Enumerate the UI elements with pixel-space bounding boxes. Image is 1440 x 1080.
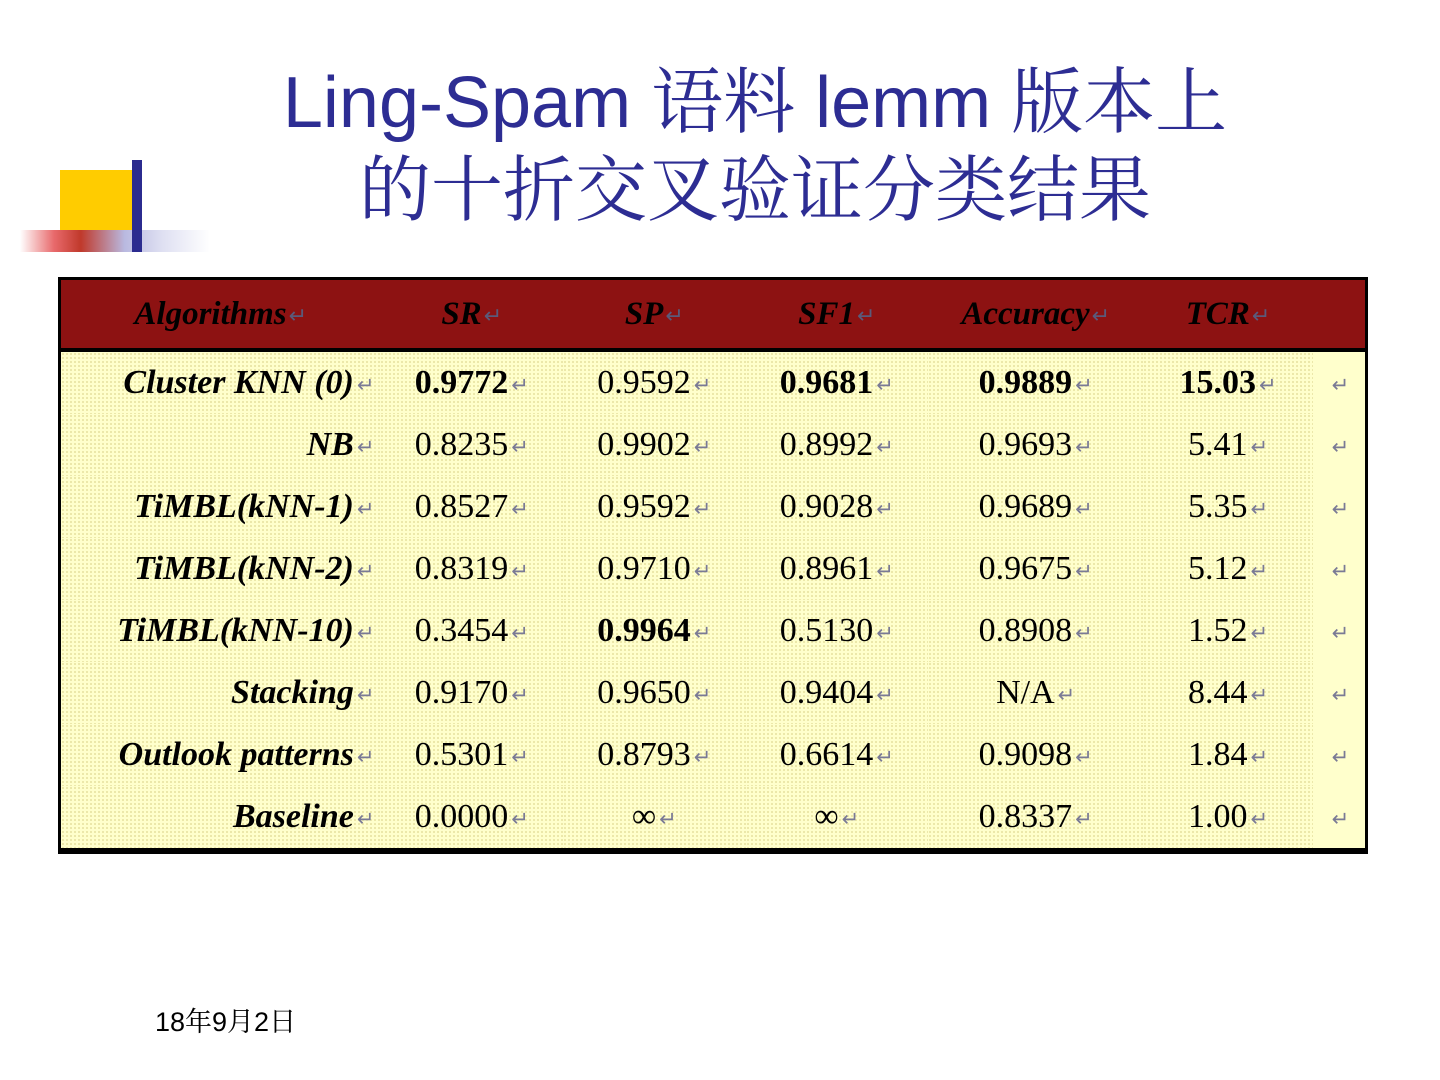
paragraph-mark-icon: ↵ — [876, 496, 894, 521]
paragraph-mark-icon: ↵ — [1075, 558, 1093, 583]
cell-sp — [563, 350, 746, 414]
paragraph-mark-icon: ↵ — [693, 496, 712, 521]
paragraph-mark-icon: ↵ — [356, 496, 375, 521]
cell-accuracy-text: N/A — [996, 674, 1055, 711]
cell-algorithm-text: NB — [306, 426, 354, 463]
cell-accuracy — [928, 350, 1143, 414]
paragraph-mark-icon: ↵ — [511, 682, 529, 707]
column-header-sp: SP↵ — [563, 280, 746, 350]
column-header-trailing — [1313, 280, 1365, 350]
cell-algorithm — [61, 538, 380, 600]
paragraph-mark-icon: ↵ — [511, 806, 529, 831]
cell-sr — [380, 538, 563, 600]
page-title-line-1: Ling-Spam 语料 lemm 版本上 — [282, 63, 1228, 143]
cell-accuracy-text: 0.9098 — [978, 736, 1073, 773]
paragraph-mark-icon: ↵ — [1331, 558, 1350, 583]
cell-algorithm-text: Stacking — [231, 674, 354, 711]
cell-sp — [563, 600, 746, 662]
cell-tcr-text: 1.00 — [1187, 798, 1248, 835]
cell-tcr-text: 15.03 — [1179, 364, 1256, 401]
table-row — [61, 724, 1365, 786]
paragraph-mark-icon: ↵ — [693, 744, 712, 769]
paragraph-mark-icon: ↵ — [356, 372, 375, 397]
cell-tcr — [1143, 786, 1313, 850]
cell-sr — [380, 600, 563, 662]
paragraph-mark-icon: ↵ — [876, 434, 894, 459]
cell-trailing-mark — [1313, 476, 1365, 538]
cell-sf1 — [746, 538, 929, 600]
cell-sr — [380, 786, 563, 850]
paragraph-mark-icon: ↵ — [876, 744, 894, 769]
cell-accuracy — [928, 600, 1143, 662]
cell-sf1 — [746, 662, 929, 724]
paragraph-mark-icon: ↵ — [659, 806, 677, 831]
cell-sp-text: 0.9592 — [597, 364, 691, 401]
paragraph-mark-icon: ↵ — [356, 434, 375, 459]
cell-tcr — [1143, 662, 1313, 724]
paragraph-mark-icon: ↵ — [876, 372, 894, 397]
paragraph-mark-icon: ↵ — [1250, 744, 1269, 769]
table-header-row — [61, 280, 1365, 350]
paragraph-mark-icon: ↵ — [511, 744, 529, 769]
paragraph-mark-icon: ↵ — [1331, 806, 1350, 831]
column-header-accuracy: Accuracy↵ — [928, 280, 1143, 350]
cell-sr-text: 0.0000 — [414, 798, 509, 835]
cell-algorithm — [61, 724, 380, 786]
cell-tcr-text: 5.12 — [1187, 550, 1248, 587]
paragraph-mark-icon: ↵ — [1250, 806, 1269, 831]
table-row — [61, 600, 1365, 662]
cell-tcr — [1143, 414, 1313, 476]
paragraph-mark-icon: ↵ — [511, 558, 529, 583]
cell-sp-text: ∞ — [631, 798, 657, 835]
cell-trailing-mark — [1313, 414, 1365, 476]
cell-sp — [563, 414, 746, 476]
cell-accuracy-text: 0.9675 — [978, 550, 1073, 587]
paragraph-mark-icon: ↵ — [1075, 744, 1093, 769]
cell-accuracy — [928, 724, 1143, 786]
cell-trailing-mark — [1313, 600, 1365, 662]
cell-tcr — [1143, 538, 1313, 600]
cell-sp — [563, 662, 746, 724]
column-header-sf1: SF1↵ — [746, 280, 929, 350]
table-row — [61, 786, 1365, 850]
column-header-sr: SR↵ — [380, 280, 563, 350]
paragraph-mark-icon: ↵ — [1075, 806, 1093, 831]
cell-trailing-mark — [1313, 786, 1365, 850]
cell-algorithm-text: Baseline — [232, 798, 354, 835]
cell-accuracy-text: 0.8337 — [978, 798, 1073, 835]
cell-algorithm-text: Cluster KNN (0) — [123, 364, 354, 401]
paragraph-mark-icon: ↵ — [1250, 496, 1269, 521]
cell-sf1 — [746, 414, 929, 476]
cell-tcr — [1143, 600, 1313, 662]
paragraph-mark-icon: ↵ — [483, 302, 503, 328]
table-row — [61, 538, 1365, 600]
cell-sf1 — [746, 476, 929, 538]
paragraph-mark-icon: ↵ — [693, 620, 712, 645]
footer-date: 18年9月2日 — [155, 1007, 297, 1037]
cell-accuracy-text: 0.9693 — [978, 426, 1073, 463]
paragraph-mark-icon: ↵ — [356, 682, 375, 707]
paragraph-mark-icon: ↵ — [511, 496, 529, 521]
results-table-body — [61, 350, 1365, 850]
table-row — [61, 350, 1365, 414]
paragraph-mark-icon: ↵ — [1250, 620, 1269, 645]
cell-sf1-text: ∞ — [814, 798, 839, 835]
paragraph-mark-icon: ↵ — [1258, 372, 1277, 397]
cell-tcr-text: 5.35 — [1187, 488, 1248, 525]
cell-sr-text: 0.5301 — [414, 736, 509, 773]
cell-sr-text: 0.3454 — [414, 612, 509, 649]
cell-algorithm — [61, 414, 380, 476]
paragraph-mark-icon: ↵ — [356, 558, 375, 583]
cell-trailing-mark — [1313, 724, 1365, 786]
cell-sr — [380, 350, 563, 414]
cell-tcr — [1143, 476, 1313, 538]
paragraph-mark-icon: ↵ — [1075, 496, 1093, 521]
results-table-header — [61, 280, 1365, 350]
cell-sf1-text: 0.5130 — [779, 612, 874, 649]
paragraph-mark-icon: ↵ — [511, 620, 529, 645]
paragraph-mark-icon: ↵ — [1250, 682, 1269, 707]
cell-sp — [563, 786, 746, 850]
cell-trailing-mark — [1313, 538, 1365, 600]
cell-trailing-mark — [1313, 350, 1365, 414]
cell-sp-text: 0.9710 — [597, 550, 691, 587]
cell-sr — [380, 414, 563, 476]
cell-sr-text: 0.9772 — [414, 364, 509, 401]
cell-sf1-text: 0.6614 — [779, 736, 874, 773]
cell-sr-text: 0.9170 — [414, 674, 509, 711]
paragraph-mark-icon: ↵ — [1251, 302, 1271, 328]
cell-accuracy — [928, 662, 1143, 724]
cell-trailing-mark — [1313, 662, 1365, 724]
cell-tcr — [1143, 350, 1313, 414]
cell-tcr — [1143, 724, 1313, 786]
cell-sp-text: 0.9592 — [597, 488, 691, 525]
cell-sf1 — [746, 350, 929, 414]
table-row — [61, 414, 1365, 476]
cell-sp-text: 0.8793 — [597, 736, 691, 773]
paragraph-mark-icon: ↵ — [1331, 620, 1350, 645]
cell-sr — [380, 724, 563, 786]
paragraph-mark-icon: ↵ — [356, 744, 375, 769]
cell-algorithm-text: TiMBL(kNN-2) — [134, 550, 354, 587]
cell-algorithm-text: TiMBL(kNN-1) — [134, 488, 354, 525]
paragraph-mark-icon: ↵ — [693, 558, 712, 583]
cell-sr-text: 0.8235 — [414, 426, 509, 463]
results-table — [61, 280, 1365, 851]
cell-sp — [563, 724, 746, 786]
cell-sf1 — [746, 600, 929, 662]
paragraph-mark-icon: ↵ — [1331, 682, 1350, 707]
paragraph-mark-icon: ↵ — [857, 302, 876, 328]
cell-sf1-text: 0.9028 — [779, 488, 874, 525]
paragraph-mark-icon: ↵ — [1075, 372, 1093, 397]
paragraph-mark-icon: ↵ — [1331, 496, 1350, 521]
cell-sr — [380, 662, 563, 724]
paragraph-mark-icon: ↵ — [693, 372, 712, 397]
paragraph-mark-icon: ↵ — [511, 372, 529, 397]
paragraph-mark-icon: ↵ — [511, 434, 529, 459]
cell-sf1-text: 0.9404 — [779, 674, 874, 711]
cell-algorithm — [61, 662, 380, 724]
cell-sf1-text: 0.8992 — [779, 426, 874, 463]
cell-accuracy-text: 0.9889 — [978, 364, 1073, 401]
paragraph-mark-icon: ↵ — [1331, 372, 1350, 397]
paragraph-mark-icon: ↵ — [665, 302, 684, 328]
cell-algorithm — [61, 786, 380, 850]
paragraph-mark-icon: ↵ — [1250, 558, 1269, 583]
paragraph-mark-icon: ↵ — [876, 558, 894, 583]
cell-accuracy — [928, 538, 1143, 600]
cell-tcr-text: 1.52 — [1187, 612, 1248, 649]
cell-sp-text: 0.9650 — [597, 674, 691, 711]
paragraph-mark-icon: ↵ — [693, 682, 712, 707]
paragraph-mark-icon: ↵ — [841, 806, 860, 831]
cell-tcr-text: 8.44 — [1187, 674, 1248, 711]
paragraph-mark-icon: ↵ — [1075, 434, 1093, 459]
cell-algorithm — [61, 476, 380, 538]
results-table-container — [58, 277, 1368, 854]
cell-sf1 — [746, 724, 929, 786]
cell-sp — [563, 538, 746, 600]
cell-accuracy — [928, 786, 1143, 850]
column-header-tcr: TCR↵ — [1143, 280, 1313, 350]
table-row — [61, 662, 1365, 724]
cell-tcr-text: 5.41 — [1187, 426, 1248, 463]
paragraph-mark-icon: ↵ — [1331, 744, 1350, 769]
cell-sf1 — [746, 786, 929, 850]
cell-algorithm — [61, 350, 380, 414]
cell-algorithm-text: Outlook patterns — [118, 736, 354, 773]
paragraph-mark-icon: ↵ — [876, 620, 894, 645]
paragraph-mark-icon: ↵ — [1057, 682, 1076, 707]
paragraph-mark-icon: ↵ — [876, 682, 894, 707]
page-title-line-2: 的十折交叉验证分类结果 — [358, 150, 1151, 231]
paragraph-mark-icon: ↵ — [1331, 434, 1350, 459]
cell-sf1-text: 0.9681 — [779, 364, 874, 401]
paragraph-mark-icon: ↵ — [1091, 302, 1111, 328]
cell-sp — [563, 476, 746, 538]
cell-sr — [380, 476, 563, 538]
cell-accuracy — [928, 476, 1143, 538]
cell-sr-text: 0.8527 — [414, 488, 509, 525]
cell-sp-text: 0.9964 — [597, 612, 691, 649]
paragraph-mark-icon: ↵ — [1075, 620, 1093, 645]
cell-accuracy-text: 0.9689 — [978, 488, 1073, 525]
cell-algorithm-text: TiMBL(kNN-10) — [117, 612, 354, 649]
paragraph-mark-icon: ↵ — [288, 302, 308, 328]
cell-sf1-text: 0.8961 — [779, 550, 874, 587]
paragraph-mark-icon: ↵ — [693, 434, 712, 459]
paragraph-mark-icon: ↵ — [1250, 434, 1269, 459]
paragraph-mark-icon: ↵ — [356, 806, 375, 831]
table-row — [61, 476, 1365, 538]
column-header-algorithms: Algorithms↵ — [61, 280, 380, 350]
cell-sp-text: 0.9902 — [597, 426, 691, 463]
cell-sr-text: 0.8319 — [414, 550, 509, 587]
page-title — [120, 60, 1390, 236]
cell-accuracy — [928, 414, 1143, 476]
cell-accuracy-text: 0.8908 — [978, 612, 1073, 649]
cell-algorithm — [61, 600, 380, 662]
paragraph-mark-icon: ↵ — [356, 620, 375, 645]
cell-tcr-text: 1.84 — [1187, 736, 1248, 773]
